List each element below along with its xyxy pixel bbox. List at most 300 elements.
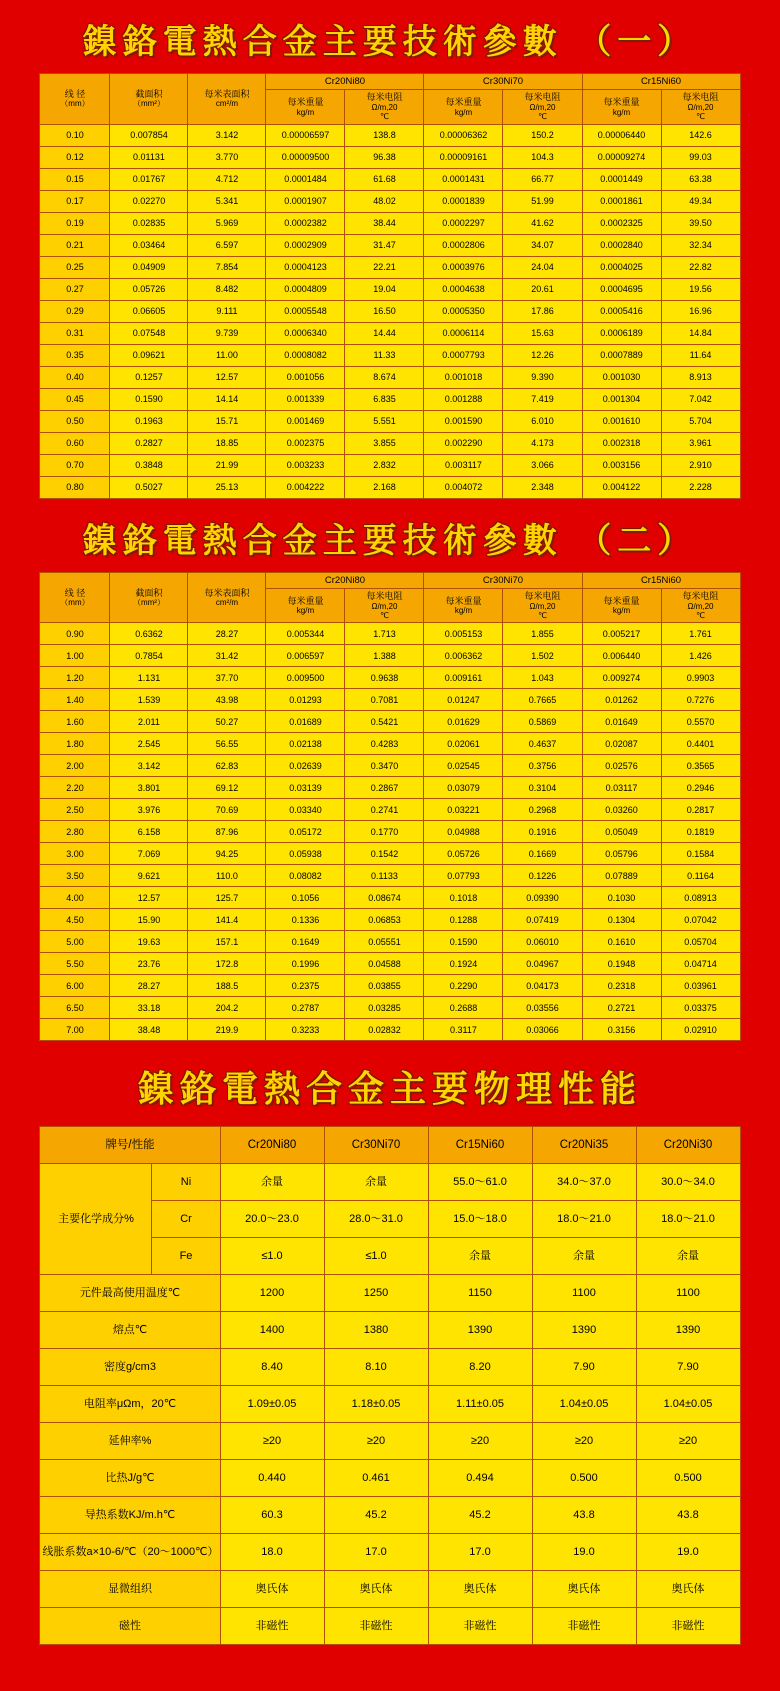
cell-value: 7.069 — [110, 843, 188, 865]
cell-diameter: 1.00 — [40, 645, 110, 667]
cell-value: 23.76 — [110, 953, 188, 975]
cell-value: 0.0005548 — [266, 300, 345, 322]
cell-value: 0.00006440 — [582, 124, 661, 146]
cell-value: 3.770 — [188, 146, 266, 168]
cell-value: 0.006362 — [424, 645, 503, 667]
cell-value: 0.001056 — [266, 366, 345, 388]
physical-properties-table — [39, 1126, 740, 1645]
cell-value: 0.0002840 — [582, 234, 661, 256]
cell-value: 0.1018 — [424, 887, 503, 909]
cell-value: 1.388 — [345, 645, 424, 667]
cell-value: 0.004122 — [582, 476, 661, 498]
cell-value: 1.539 — [110, 689, 188, 711]
table-row — [40, 997, 740, 1019]
cell-value: 1.043 — [503, 667, 582, 689]
property-label: 线胀系数a×10-6/℃（20～1000℃） — [40, 1534, 220, 1571]
table-row — [40, 711, 740, 733]
cell-value: 0.02545 — [424, 755, 503, 777]
table-row — [40, 623, 740, 645]
cell-value: 3.855 — [345, 432, 424, 454]
table-body-2 — [40, 623, 740, 1041]
cell-value: 0.1133 — [345, 865, 424, 887]
phys-table-body — [40, 1164, 740, 1645]
cell-value: 0.1924 — [424, 953, 503, 975]
cell-value: 0.1916 — [503, 821, 582, 843]
table-row — [40, 410, 740, 432]
cell-value: ≤1.0 — [324, 1238, 428, 1275]
table-row — [40, 146, 740, 168]
cell-value: 2.910 — [661, 454, 740, 476]
cell-value: 172.8 — [188, 953, 266, 975]
table-row — [40, 1460, 740, 1497]
cell-value: 0.3565 — [661, 755, 740, 777]
col-group-cr20ni80: Cr20Ni80 — [266, 74, 424, 90]
table-row — [40, 212, 740, 234]
cell-value: 219.9 — [188, 1019, 266, 1041]
cell-value: 7.854 — [188, 256, 266, 278]
cell-value: 1250 — [324, 1275, 428, 1312]
cell-diameter: 6.50 — [40, 997, 110, 1019]
cell-value: 1100 — [532, 1275, 636, 1312]
cell-value: 0.04714 — [661, 953, 740, 975]
cell-diameter: 2.80 — [40, 821, 110, 843]
cell-value: 0.0004695 — [582, 278, 661, 300]
cell-value: 0.02910 — [661, 1019, 740, 1041]
col-weight-1: 每米重量 kg/m — [266, 588, 345, 622]
col-resistance-2: 每米电阻 Ω/m,20 ℃ — [503, 588, 582, 622]
cell-value: 0.03260 — [582, 799, 661, 821]
cell-value: 51.99 — [503, 190, 582, 212]
col-diameter: 线 径 （mm） — [40, 572, 110, 623]
cell-value: 0.1963 — [110, 410, 188, 432]
cell-value: 0.06010 — [503, 931, 582, 953]
cell-value: 7.90 — [532, 1349, 636, 1386]
cell-value: 2.348 — [503, 476, 582, 498]
table-body-1 — [40, 124, 740, 498]
cell-value: 0.0002909 — [266, 234, 345, 256]
table-head — [40, 74, 740, 125]
cell-value: 1.11±0.05 — [428, 1386, 532, 1423]
cell-value: 0.05172 — [266, 821, 345, 843]
cell-value: 0.00009274 — [582, 146, 661, 168]
cell-value: 0.01629 — [424, 711, 503, 733]
property-label: 电阻率μΩm，20℃ — [40, 1386, 220, 1423]
cell-value: 39.50 — [661, 212, 740, 234]
property-label: 元件最高使用温度℃ — [40, 1275, 220, 1312]
cell-value: 0.0001449 — [582, 168, 661, 190]
cell-value: 188.5 — [188, 975, 266, 997]
cell-value: 70.69 — [188, 799, 266, 821]
cell-value: 0.05551 — [345, 931, 424, 953]
cell-value: 0.006597 — [266, 645, 345, 667]
table-row — [40, 953, 740, 975]
cell-value: 0.5421 — [345, 711, 424, 733]
cell-value: 0.01767 — [110, 168, 188, 190]
cell-value: 0.440 — [220, 1460, 324, 1497]
cell-value: 0.04988 — [424, 821, 503, 843]
cell-value: 余量 — [324, 1164, 428, 1201]
cell-value: 18.85 — [188, 432, 266, 454]
cell-value: 24.04 — [503, 256, 582, 278]
cell-value: ≥20 — [324, 1423, 428, 1460]
cell-value: 96.38 — [345, 146, 424, 168]
page-title-1: 鎳鉻電熱合金主要技術參數 （一） — [82, 24, 698, 61]
cell-value: 3.142 — [188, 124, 266, 146]
cell-diameter: 4.50 — [40, 909, 110, 931]
cell-value: 28.0～31.0 — [324, 1201, 428, 1238]
cell-value: 28.27 — [188, 623, 266, 645]
cell-value: 56.55 — [188, 733, 266, 755]
cell-value: 142.6 — [661, 124, 740, 146]
cell-value: 31.47 — [345, 234, 424, 256]
cell-value: 0.1542 — [345, 843, 424, 865]
cell-value: 0.0006114 — [424, 322, 503, 344]
cell-value: 1200 — [220, 1275, 324, 1312]
cell-value: 0.0001431 — [424, 168, 503, 190]
cell-value: 0.009161 — [424, 667, 503, 689]
cell-value: 奥氏体 — [532, 1571, 636, 1608]
table-row — [40, 755, 740, 777]
cell-value: 0.03375 — [661, 997, 740, 1019]
table-row — [40, 300, 740, 322]
cell-value: 110.0 — [188, 865, 266, 887]
cell-value: 0.0004809 — [266, 278, 345, 300]
cell-diameter: 0.90 — [40, 623, 110, 645]
col-weight-3: 每米重量 kg/m — [582, 588, 661, 622]
cell-value: 0.002318 — [582, 432, 661, 454]
cell-value: 6.597 — [188, 234, 266, 256]
cell-value: 21.99 — [188, 454, 266, 476]
col-resistance-3: 每米电阻 Ω/m,20 ℃ — [661, 588, 740, 622]
cell-value: 5.704 — [661, 410, 740, 432]
table-row — [40, 388, 740, 410]
cell-value: 1390 — [428, 1312, 532, 1349]
cell-value: 0.01293 — [266, 689, 345, 711]
cell-diameter: 5.00 — [40, 931, 110, 953]
cell-value: 0.1288 — [424, 909, 503, 931]
col-surface: 每米表面积 cm²/m — [188, 572, 266, 623]
cell-value: ≥20 — [636, 1423, 740, 1460]
cell-diameter: 0.80 — [40, 476, 110, 498]
cell-diameter: 3.00 — [40, 843, 110, 865]
table-row — [40, 476, 740, 498]
cell-diameter: 0.25 — [40, 256, 110, 278]
cell-value: 0.02270 — [110, 190, 188, 212]
cell-value: 0.0001484 — [266, 168, 345, 190]
cell-value: 0.0002806 — [424, 234, 503, 256]
cell-value: 0.1770 — [345, 821, 424, 843]
cell-value: 0.1226 — [503, 865, 582, 887]
cell-value: 0.00006362 — [424, 124, 503, 146]
cell-value: 0.0005416 — [582, 300, 661, 322]
table-row — [40, 1019, 740, 1041]
cell-value: 7.042 — [661, 388, 740, 410]
cell-value: 余量 — [532, 1238, 636, 1275]
cell-value: 0.3156 — [582, 1019, 661, 1041]
cell-value: 0.005217 — [582, 623, 661, 645]
cell-value: 48.02 — [345, 190, 424, 212]
cell-value: 0.2318 — [582, 975, 661, 997]
cell-value: 22.82 — [661, 256, 740, 278]
cell-value: 0.0002382 — [266, 212, 345, 234]
col-resistance-1: 每米电阻 Ω/m,20 ℃ — [345, 588, 424, 622]
cell-value: 非磁性 — [220, 1608, 324, 1645]
cell-value: 4.173 — [503, 432, 582, 454]
cell-diameter: 0.29 — [40, 300, 110, 322]
cell-value: 0.1030 — [582, 887, 661, 909]
cell-diameter: 0.31 — [40, 322, 110, 344]
cell-value: 0.006440 — [582, 645, 661, 667]
cell-value: 奥氏体 — [220, 1571, 324, 1608]
phys-header-cell: Cr30Ni70 — [324, 1127, 428, 1164]
cell-value: 8.674 — [345, 366, 424, 388]
col-weight-1: 每米重量 kg/m — [266, 90, 345, 124]
cell-value: 17.0 — [428, 1534, 532, 1571]
cell-value: 16.50 — [345, 300, 424, 322]
table-row — [40, 645, 740, 667]
cell-value: 0.08082 — [266, 865, 345, 887]
cell-value: 3.066 — [503, 454, 582, 476]
cell-value: 非磁性 — [532, 1608, 636, 1645]
cell-value: 11.64 — [661, 344, 740, 366]
cell-value: 32.34 — [661, 234, 740, 256]
cell-value: 0.5869 — [503, 711, 582, 733]
cell-value: 1.04±0.05 — [532, 1386, 636, 1423]
cell-value: 0.07042 — [661, 909, 740, 931]
cell-value: 0.05938 — [266, 843, 345, 865]
cell-value: 0.09390 — [503, 887, 582, 909]
table-head — [40, 572, 740, 623]
cell-value: 62.83 — [188, 755, 266, 777]
cell-value: 0.003117 — [424, 454, 503, 476]
col-group-cr15ni60: Cr15Ni60 — [582, 74, 740, 90]
cell-value: 0.05049 — [582, 821, 661, 843]
chem-element-label: Cr — [152, 1201, 220, 1238]
table-row — [40, 667, 740, 689]
cell-value: 0.003156 — [582, 454, 661, 476]
cell-value: 0.005344 — [266, 623, 345, 645]
col-area: 截面积 （mm²） — [110, 572, 188, 623]
cell-value: 12.57 — [110, 887, 188, 909]
cell-value: 3.961 — [661, 432, 740, 454]
cell-value: 0.1819 — [661, 821, 740, 843]
cell-value: 0.001469 — [266, 410, 345, 432]
cell-value: 87.96 — [188, 821, 266, 843]
cell-value: 0.03340 — [266, 799, 345, 821]
cell-value: 0.03221 — [424, 799, 503, 821]
cell-value: 15.0～18.0 — [428, 1201, 532, 1238]
table-row — [40, 1164, 740, 1201]
property-label: 延伸率% — [40, 1423, 220, 1460]
cell-value: 22.21 — [345, 256, 424, 278]
phys-header-cell: Cr20Ni35 — [532, 1127, 636, 1164]
cell-value: 33.18 — [110, 997, 188, 1019]
cell-value: 2.545 — [110, 733, 188, 755]
cell-value: 0.5027 — [110, 476, 188, 498]
table-row — [40, 865, 740, 887]
cell-value: 0.7081 — [345, 689, 424, 711]
cell-value: 0.1584 — [661, 843, 740, 865]
cell-value: 1380 — [324, 1312, 428, 1349]
cell-value: 0.03139 — [266, 777, 345, 799]
cell-value: 0.004222 — [266, 476, 345, 498]
cell-value: 19.0 — [532, 1534, 636, 1571]
cell-value: 1.713 — [345, 623, 424, 645]
cell-value: 0.0006340 — [266, 322, 345, 344]
cell-value: ≥20 — [220, 1423, 324, 1460]
cell-value: ≥20 — [532, 1423, 636, 1460]
cell-value: 0.03066 — [503, 1019, 582, 1041]
cell-value: 0.08674 — [345, 887, 424, 909]
cell-value: 19.0 — [636, 1534, 740, 1571]
cell-value: 0.2290 — [424, 975, 503, 997]
property-label: 熔点℃ — [40, 1312, 220, 1349]
table-row — [40, 931, 740, 953]
col-diameter: 线 径 （mm） — [40, 74, 110, 125]
cell-value: 0.1590 — [110, 388, 188, 410]
cell-value: 0.2827 — [110, 432, 188, 454]
cell-value: 141.4 — [188, 909, 266, 931]
cell-value: 0.1610 — [582, 931, 661, 953]
cell-value: 0.03961 — [661, 975, 740, 997]
cell-value: 0.1669 — [503, 843, 582, 865]
cell-diameter: 7.00 — [40, 1019, 110, 1041]
cell-value: 12.57 — [188, 366, 266, 388]
col-resistance-1: 每米电阻 Ω/m,20 ℃ — [345, 90, 424, 124]
cell-diameter: 6.00 — [40, 975, 110, 997]
cell-value: 0.03117 — [582, 777, 661, 799]
cell-value: 66.77 — [503, 168, 582, 190]
cell-value: 0.7854 — [110, 645, 188, 667]
bottom-spacer — [0, 1645, 780, 1671]
phys-header-cell: Cr20Ni80 — [220, 1127, 324, 1164]
table-row — [40, 1608, 740, 1645]
col-group-cr30ni70: Cr30Ni70 — [424, 74, 582, 90]
table-row — [40, 887, 740, 909]
cell-value: 奥氏体 — [324, 1571, 428, 1608]
col-weight-2: 每米重量 kg/m — [424, 90, 503, 124]
cell-value: 0.03855 — [345, 975, 424, 997]
cell-value: 1150 — [428, 1275, 532, 1312]
cell-value: 8.10 — [324, 1349, 428, 1386]
cell-value: 0.03556 — [503, 997, 582, 1019]
cell-value: 0.0002297 — [424, 212, 503, 234]
cell-value: 0.0007889 — [582, 344, 661, 366]
cell-value: 1.761 — [661, 623, 740, 645]
cell-value: 0.02087 — [582, 733, 661, 755]
table-row — [40, 344, 740, 366]
cell-value: 28.27 — [110, 975, 188, 997]
cell-diameter: 2.50 — [40, 799, 110, 821]
table-row — [40, 821, 740, 843]
cell-value: 45.2 — [428, 1497, 532, 1534]
cell-value: 0.1948 — [582, 953, 661, 975]
cell-value: 0.03285 — [345, 997, 424, 1019]
cell-value: 7.419 — [503, 388, 582, 410]
cell-value: 15.90 — [110, 909, 188, 931]
cell-value: 15.63 — [503, 322, 582, 344]
cell-value: 0.009274 — [582, 667, 661, 689]
cell-value: 0.0004123 — [266, 256, 345, 278]
cell-value: 0.001288 — [424, 388, 503, 410]
cell-value: 0.01247 — [424, 689, 503, 711]
cell-value: 69.12 — [188, 777, 266, 799]
cell-value: 18.0～21.0 — [636, 1201, 740, 1238]
table-row — [40, 256, 740, 278]
cell-value: 余量 — [636, 1238, 740, 1275]
table-row — [40, 1534, 740, 1571]
col-weight-2: 每米重量 kg/m — [424, 588, 503, 622]
table-row — [40, 454, 740, 476]
cell-value: 0.3470 — [345, 755, 424, 777]
cell-value: 0.1257 — [110, 366, 188, 388]
cell-value: 0.02061 — [424, 733, 503, 755]
cell-diameter: 4.00 — [40, 887, 110, 909]
cell-value: 0.00006597 — [266, 124, 345, 146]
cell-value: 125.7 — [188, 887, 266, 909]
cell-diameter: 2.20 — [40, 777, 110, 799]
cell-value: 0.005153 — [424, 623, 503, 645]
cell-value: 0.04909 — [110, 256, 188, 278]
property-label: 比热J/g℃ — [40, 1460, 220, 1497]
cell-value: 0.0008082 — [266, 344, 345, 366]
cell-value: 204.2 — [188, 997, 266, 1019]
cell-value: 0.500 — [532, 1460, 636, 1497]
cell-value: 31.42 — [188, 645, 266, 667]
cell-value: 0.461 — [324, 1460, 428, 1497]
wire-spec-table-1 — [39, 73, 740, 499]
cell-diameter: 0.10 — [40, 124, 110, 146]
cell-value: 8.40 — [220, 1349, 324, 1386]
page-title-3: 鎳鉻電熱合金主要物理性能 — [137, 1069, 642, 1110]
cell-value: 0.02138 — [266, 733, 345, 755]
col-group-cr30ni70: Cr30Ni70 — [424, 572, 582, 588]
cell-value: ≤1.0 — [220, 1238, 324, 1275]
cell-value: 0.4637 — [503, 733, 582, 755]
cell-value: 0.0004025 — [582, 256, 661, 278]
cell-value: 20.61 — [503, 278, 582, 300]
cell-diameter: 1.20 — [40, 667, 110, 689]
cell-value: 0.6362 — [110, 623, 188, 645]
cell-value: 0.01131 — [110, 146, 188, 168]
cell-value: 19.56 — [661, 278, 740, 300]
phys-header-cell: Cr20Ni30 — [636, 1127, 740, 1164]
cell-value: 非磁性 — [428, 1608, 532, 1645]
chem-element-label: Ni — [152, 1164, 220, 1201]
cell-value: 奥氏体 — [428, 1571, 532, 1608]
cell-value: 12.26 — [503, 344, 582, 366]
table-row — [40, 234, 740, 256]
property-label: 显微组织 — [40, 1571, 220, 1608]
cell-value: 8.20 — [428, 1349, 532, 1386]
cell-value: 14.84 — [661, 322, 740, 344]
cell-value: 2.832 — [345, 454, 424, 476]
cell-value: 0.1304 — [582, 909, 661, 931]
cell-value: 0.3848 — [110, 454, 188, 476]
cell-value: 0.04967 — [503, 953, 582, 975]
table-row — [40, 843, 740, 865]
cell-value: 3.142 — [110, 755, 188, 777]
cell-value: 0.001610 — [582, 410, 661, 432]
cell-value: 0.02639 — [266, 755, 345, 777]
table-row — [40, 432, 740, 454]
cell-value: 0.01262 — [582, 689, 661, 711]
cell-value: 0.07793 — [424, 865, 503, 887]
cell-value: 0.0004638 — [424, 278, 503, 300]
cell-value: 0.08913 — [661, 887, 740, 909]
cell-value: 0.01689 — [266, 711, 345, 733]
cell-value: 0.00009500 — [266, 146, 345, 168]
